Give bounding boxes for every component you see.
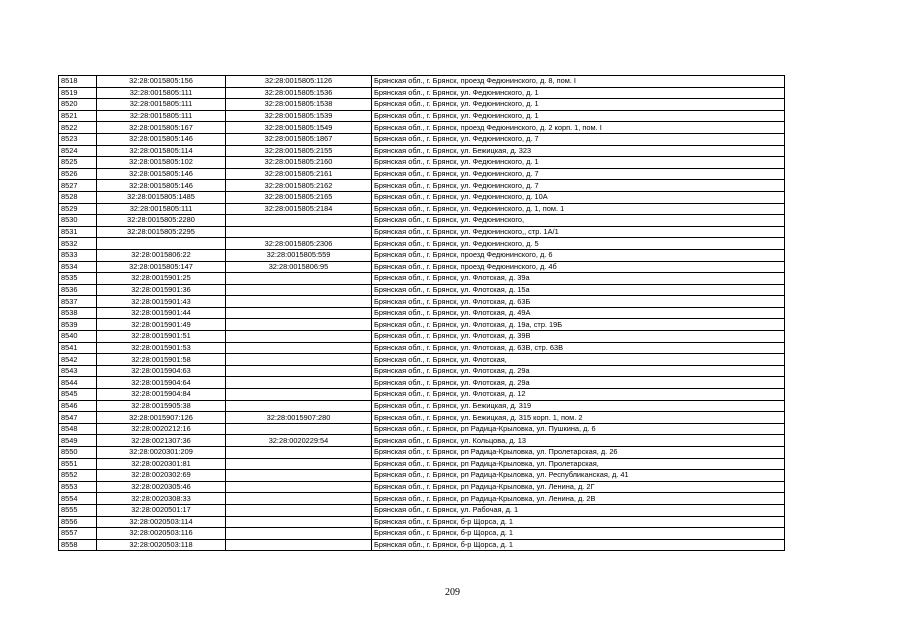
table-row — [59, 307, 785, 319]
land-cadastral-number-cell: 32:28:0020305:46 — [97, 481, 226, 493]
land-cadastral-number-cell: 32:28:0020503:118 — [97, 539, 226, 551]
land-cadastral-number-cell: 32:28:0015904:64 — [97, 377, 226, 389]
land-cadastral-number-cell: 32:28:0015805:102 — [97, 157, 226, 169]
page-number: 209 — [445, 587, 460, 598]
land-cadastral-number-cell: 32:28:0015805:167 — [97, 122, 226, 134]
record-number-cell: 8550 — [59, 447, 97, 459]
object-cadastral-number-cell — [226, 365, 372, 377]
object-cadastral-number-cell: 32:28:0015805:1538 — [226, 99, 372, 111]
land-cadastral-number-cell: 32:28:0020308:33 — [97, 493, 226, 505]
address-cell: Брянская обл., г. Брянск, ул. Федюнинского,, стр. 1А/1 — [372, 226, 785, 238]
object-cadastral-number-cell: 32:28:0015806:95 — [226, 261, 372, 273]
object-cadastral-number-cell — [226, 423, 372, 435]
table-row — [59, 354, 785, 366]
table-row — [59, 458, 785, 470]
table-row — [59, 493, 785, 505]
table-row — [59, 389, 785, 401]
record-number-cell: 8539 — [59, 319, 97, 331]
land-cadastral-number-cell: 32:28:0020503:116 — [97, 528, 226, 540]
land-cadastral-number-cell: 32:28:0015805:111 — [97, 87, 226, 99]
record-number-cell: 8557 — [59, 528, 97, 540]
table-row — [59, 516, 785, 528]
record-number-cell: 8522 — [59, 122, 97, 134]
land-cadastral-number-cell: 32:28:0015806:22 — [97, 249, 226, 261]
address-cell: Брянская обл., г. Брянск, проезд Федюнинского, д. 2 корп. 1, пом. I — [372, 122, 785, 134]
object-cadastral-number-cell — [226, 516, 372, 528]
table-row — [59, 157, 785, 169]
address-cell: Брянская обл., г. Брянск, ул. Федюнинского, д. 1 — [372, 99, 785, 111]
record-number-cell: 8529 — [59, 203, 97, 215]
table-row — [59, 203, 785, 215]
object-cadastral-number-cell — [226, 481, 372, 493]
land-cadastral-number-cell: 32:28:0015805:111 — [97, 110, 226, 122]
object-cadastral-number-cell — [226, 284, 372, 296]
record-number-cell: 8540 — [59, 331, 97, 343]
table-row — [59, 273, 785, 285]
land-cadastral-number-cell: 32:28:0015805:111 — [97, 99, 226, 111]
land-cadastral-number-cell: 32:28:0015805:156 — [97, 76, 226, 88]
table-row — [59, 191, 785, 203]
address-cell: Брянская обл., г. Брянск, ул. Федюнинского, д. 1 — [372, 87, 785, 99]
address-cell: Брянская обл., г. Брянск, рп Радица-Крыловка, ул. Пролетарская, — [372, 458, 785, 470]
table-row — [59, 539, 785, 551]
object-cadastral-number-cell: 32:28:0015805:2306 — [226, 238, 372, 250]
object-cadastral-number-cell — [226, 226, 372, 238]
object-cadastral-number-cell: 32:28:0015805:2155 — [226, 145, 372, 157]
record-number-cell: 8520 — [59, 99, 97, 111]
address-cell: Брянская обл., г. Брянск, ул. Флотская, д. 63В, стр. 63В — [372, 342, 785, 354]
land-cadastral-number-cell: 32:28:0015905:38 — [97, 400, 226, 412]
table-row — [59, 412, 785, 424]
table-row — [59, 423, 785, 435]
object-cadastral-number-cell: 32:28:0015907:280 — [226, 412, 372, 424]
record-number-cell: 8526 — [59, 168, 97, 180]
table-row — [59, 133, 785, 145]
record-number-cell: 8528 — [59, 191, 97, 203]
object-cadastral-number-cell — [226, 447, 372, 459]
object-cadastral-number-cell — [226, 470, 372, 482]
table-row — [59, 331, 785, 343]
address-cell: Брянская обл., г. Брянск, ул. Федюнинского, д. 1, пом. 1 — [372, 203, 785, 215]
table-row — [59, 226, 785, 238]
land-cadastral-number-cell: 32:28:0015901:49 — [97, 319, 226, 331]
table-row — [59, 261, 785, 273]
land-cadastral-number-cell: 32:28:0015901:44 — [97, 307, 226, 319]
table-row — [59, 377, 785, 389]
table-row — [59, 296, 785, 308]
address-cell: Брянская обл., г. Брянск, б-р Щорса, д. 1 — [372, 539, 785, 551]
object-cadastral-number-cell — [226, 377, 372, 389]
object-cadastral-number-cell — [226, 215, 372, 227]
land-cadastral-number-cell: 32:28:0015805:146 — [97, 133, 226, 145]
object-cadastral-number-cell — [226, 458, 372, 470]
address-cell: Брянская обл., г. Брянск, ул. Рабочая, д. 1 — [372, 504, 785, 516]
table-row — [59, 122, 785, 134]
address-cell: Брянская обл., г. Брянск, ул. Флотская, д. 29а — [372, 377, 785, 389]
record-number-cell: 8552 — [59, 470, 97, 482]
address-cell: Брянская обл., г. Брянск, ул. Бежицкая, д. 315 корп. 1, пом. 2 — [372, 412, 785, 424]
object-cadastral-number-cell: 32:28:0015805:2160 — [226, 157, 372, 169]
object-cadastral-number-cell — [226, 400, 372, 412]
address-cell: Брянская обл., г. Брянск, ул. Кольцова, д. 13 — [372, 435, 785, 447]
land-cadastral-number-cell: 32:28:0015904:84 — [97, 389, 226, 401]
object-cadastral-number-cell: 32:28:0015805:559 — [226, 249, 372, 261]
table-row — [59, 215, 785, 227]
address-cell: Брянская обл., г. Брянск, ул. Флотская, д. 39а — [372, 273, 785, 285]
table-row — [59, 481, 785, 493]
record-number-cell: 8533 — [59, 249, 97, 261]
object-cadastral-number-cell: 32:28:0015805:1539 — [226, 110, 372, 122]
record-number-cell: 8556 — [59, 516, 97, 528]
land-cadastral-number-cell: 32:28:0015805:111 — [97, 203, 226, 215]
record-number-cell: 8553 — [59, 481, 97, 493]
object-cadastral-number-cell: 32:28:0015805:2161 — [226, 168, 372, 180]
address-cell: Брянская обл., г. Брянск, рп Радица-Крыловка, ул. Республиканская, д. 41 — [372, 470, 785, 482]
records-table — [58, 75, 785, 551]
table-row — [59, 447, 785, 459]
table-row — [59, 76, 785, 88]
object-cadastral-number-cell: 32:28:0015805:1536 — [226, 87, 372, 99]
address-cell: Брянская обл., г. Брянск, ул. Флотская, д. 19а, стр. 19Б — [372, 319, 785, 331]
address-cell: Брянская обл., г. Брянск, проезд Федюнинского, д. 8, пом. I — [372, 76, 785, 88]
land-cadastral-number-cell: 32:28:0015904:63 — [97, 365, 226, 377]
record-number-cell: 8531 — [59, 226, 97, 238]
table-row — [59, 284, 785, 296]
object-cadastral-number-cell: 32:28:0015805:2184 — [226, 203, 372, 215]
land-cadastral-number-cell: 32:28:0015805:147 — [97, 261, 226, 273]
object-cadastral-number-cell — [226, 539, 372, 551]
table-row — [59, 238, 785, 250]
table-row — [59, 110, 785, 122]
land-cadastral-number-cell: 32:28:0015805:1485 — [97, 191, 226, 203]
object-cadastral-number-cell — [226, 493, 372, 505]
record-number-cell: 8527 — [59, 180, 97, 192]
land-cadastral-number-cell: 32:28:0015805:146 — [97, 180, 226, 192]
record-number-cell: 8521 — [59, 110, 97, 122]
land-cadastral-number-cell: 32:28:0015901:43 — [97, 296, 226, 308]
land-cadastral-number-cell: 32:28:0020301:81 — [97, 458, 226, 470]
land-cadastral-number-cell: 32:28:0020301:209 — [97, 447, 226, 459]
record-number-cell: 8525 — [59, 157, 97, 169]
table-row — [59, 319, 785, 331]
address-cell: Брянская обл., г. Брянск, ул. Флотская, д. 63Б — [372, 296, 785, 308]
object-cadastral-number-cell — [226, 354, 372, 366]
object-cadastral-number-cell — [226, 528, 372, 540]
land-cadastral-number-cell: 32:28:0020503:114 — [97, 516, 226, 528]
record-number-cell: 8541 — [59, 342, 97, 354]
address-cell: Брянская обл., г. Брянск, ул. Федюнинского, д. 7 — [372, 168, 785, 180]
record-number-cell: 8534 — [59, 261, 97, 273]
address-cell: Брянская обл., г. Брянск, ул. Флотская, д. 15а — [372, 284, 785, 296]
address-cell: Брянская обл., г. Брянск, б-р Щорса, д. 1 — [372, 528, 785, 540]
address-cell: Брянская обл., г. Брянск, ул. Федюнинского, д. 7 — [372, 133, 785, 145]
record-number-cell: 8548 — [59, 423, 97, 435]
land-cadastral-number-cell: 32:28:0020501:17 — [97, 504, 226, 516]
address-cell: Брянская обл., г. Брянск, ул. Федюнинского, д. 1 — [372, 157, 785, 169]
object-cadastral-number-cell: 32:28:0015805:1867 — [226, 133, 372, 145]
record-number-cell: 8536 — [59, 284, 97, 296]
table-row — [59, 249, 785, 261]
object-cadastral-number-cell: 32:28:0015805:1549 — [226, 122, 372, 134]
address-cell: Брянская обл., г. Брянск, ул. Бежицкая, д. 319 — [372, 400, 785, 412]
record-number-cell: 8523 — [59, 133, 97, 145]
record-number-cell: 8555 — [59, 504, 97, 516]
table-row — [59, 145, 785, 157]
address-cell: Брянская обл., г. Брянск, ул. Федюнинского, — [372, 215, 785, 227]
land-cadastral-number-cell: 32:28:0020302:69 — [97, 470, 226, 482]
land-cadastral-number-cell: 32:28:0015901:51 — [97, 331, 226, 343]
address-cell: Брянская обл., г. Брянск, ул. Федюнинского, д. 1 — [372, 110, 785, 122]
address-cell: Брянская обл., г. Брянск, проезд Федюнинского, д. 6 — [372, 249, 785, 261]
address-cell: Брянская обл., г. Брянск, рп Радица-Крыловка, ул. Ленина, д. 2В — [372, 493, 785, 505]
land-cadastral-number-cell: 32:28:0015805:2280 — [97, 215, 226, 227]
table-row — [59, 168, 785, 180]
record-number-cell: 8538 — [59, 307, 97, 319]
address-cell: Брянская обл., г. Брянск, проезд Федюнинского, д. 4б — [372, 261, 785, 273]
record-number-cell: 8524 — [59, 145, 97, 157]
record-number-cell: 8544 — [59, 377, 97, 389]
land-cadastral-number-cell: 32:28:0015907:126 — [97, 412, 226, 424]
address-cell: Брянская обл., г. Брянск, ул. Федюнинского, д. 10А — [372, 191, 785, 203]
record-number-cell: 8549 — [59, 435, 97, 447]
address-cell: Брянская обл., г. Брянск, ул. Флотская, д. 39В — [372, 331, 785, 343]
land-cadastral-number-cell: 32:28:0015805:2295 — [97, 226, 226, 238]
object-cadastral-number-cell — [226, 319, 372, 331]
record-number-cell: 8554 — [59, 493, 97, 505]
address-cell: Брянская обл., г. Брянск, ул. Флотская, д. 49А — [372, 307, 785, 319]
object-cadastral-number-cell — [226, 342, 372, 354]
land-cadastral-number-cell: 32:28:0015901:58 — [97, 354, 226, 366]
land-cadastral-number-cell: 32:28:0021307:36 — [97, 435, 226, 447]
table-row — [59, 400, 785, 412]
object-cadastral-number-cell: 32:28:0020229:54 — [226, 435, 372, 447]
address-cell: Брянская обл., г. Брянск, ул. Флотская, — [372, 354, 785, 366]
object-cadastral-number-cell: 32:28:0015805:1126 — [226, 76, 372, 88]
record-number-cell: 8535 — [59, 273, 97, 285]
table-row — [59, 528, 785, 540]
address-cell: Брянская обл., г. Брянск, рп Радица-Крыловка, ул. Пушкина, д. 6 — [372, 423, 785, 435]
address-cell: Брянская обл., г. Брянск, ул. Флотская, д. 12 — [372, 389, 785, 401]
object-cadastral-number-cell — [226, 504, 372, 516]
land-cadastral-number-cell: 32:28:0015901:25 — [97, 273, 226, 285]
land-cadastral-number-cell: 32:28:0015805:114 — [97, 145, 226, 157]
record-number-cell: 8547 — [59, 412, 97, 424]
address-cell: Брянская обл., г. Брянск, б-р Щорса, д. 1 — [372, 516, 785, 528]
record-number-cell: 8537 — [59, 296, 97, 308]
address-cell: Брянская обл., г. Брянск, ул. Федюнинского, д. 5 — [372, 238, 785, 250]
record-number-cell: 8530 — [59, 215, 97, 227]
table-row — [59, 504, 785, 516]
table-row — [59, 470, 785, 482]
land-cadastral-number-cell: 32:28:0020212:16 — [97, 423, 226, 435]
object-cadastral-number-cell — [226, 331, 372, 343]
object-cadastral-number-cell — [226, 273, 372, 285]
record-number-cell: 8542 — [59, 354, 97, 366]
address-cell: Брянская обл., г. Брянск, рп Радица-Крыловка, ул. Пролетарская, д. 26 — [372, 447, 785, 459]
record-number-cell: 8558 — [59, 539, 97, 551]
land-cadastral-number-cell: 32:28:0015901:36 — [97, 284, 226, 296]
table-row — [59, 365, 785, 377]
records-table-body — [59, 76, 785, 551]
table-row — [59, 342, 785, 354]
record-number-cell: 8519 — [59, 87, 97, 99]
object-cadastral-number-cell — [226, 296, 372, 308]
object-cadastral-number-cell: 32:28:0015805:2165 — [226, 191, 372, 203]
land-cadastral-number-cell: 32:28:0015805:146 — [97, 168, 226, 180]
land-cadastral-number-cell: 32:28:0015901:53 — [97, 342, 226, 354]
table-row — [59, 435, 785, 447]
object-cadastral-number-cell — [226, 389, 372, 401]
address-cell: Брянская обл., г. Брянск, ул. Федюнинского, д. 7 — [372, 180, 785, 192]
record-number-cell: 8518 — [59, 76, 97, 88]
table-row — [59, 180, 785, 192]
record-number-cell: 8551 — [59, 458, 97, 470]
object-cadastral-number-cell — [226, 307, 372, 319]
table-row — [59, 99, 785, 111]
address-cell: Брянская обл., г. Брянск, ул. Бежицкая, д. 323 — [372, 145, 785, 157]
record-number-cell: 8543 — [59, 365, 97, 377]
address-cell: Брянская обл., г. Брянск, рп Радица-Крыловка, ул. Ленина, д. 2Г — [372, 481, 785, 493]
table-row — [59, 87, 785, 99]
record-number-cell: 8545 — [59, 389, 97, 401]
record-number-cell: 8546 — [59, 400, 97, 412]
object-cadastral-number-cell: 32:28:0015805:2162 — [226, 180, 372, 192]
record-number-cell: 8532 — [59, 238, 97, 250]
land-cadastral-number-cell — [97, 238, 226, 250]
address-cell: Брянская обл., г. Брянск, ул. Флотская, д. 29а — [372, 365, 785, 377]
